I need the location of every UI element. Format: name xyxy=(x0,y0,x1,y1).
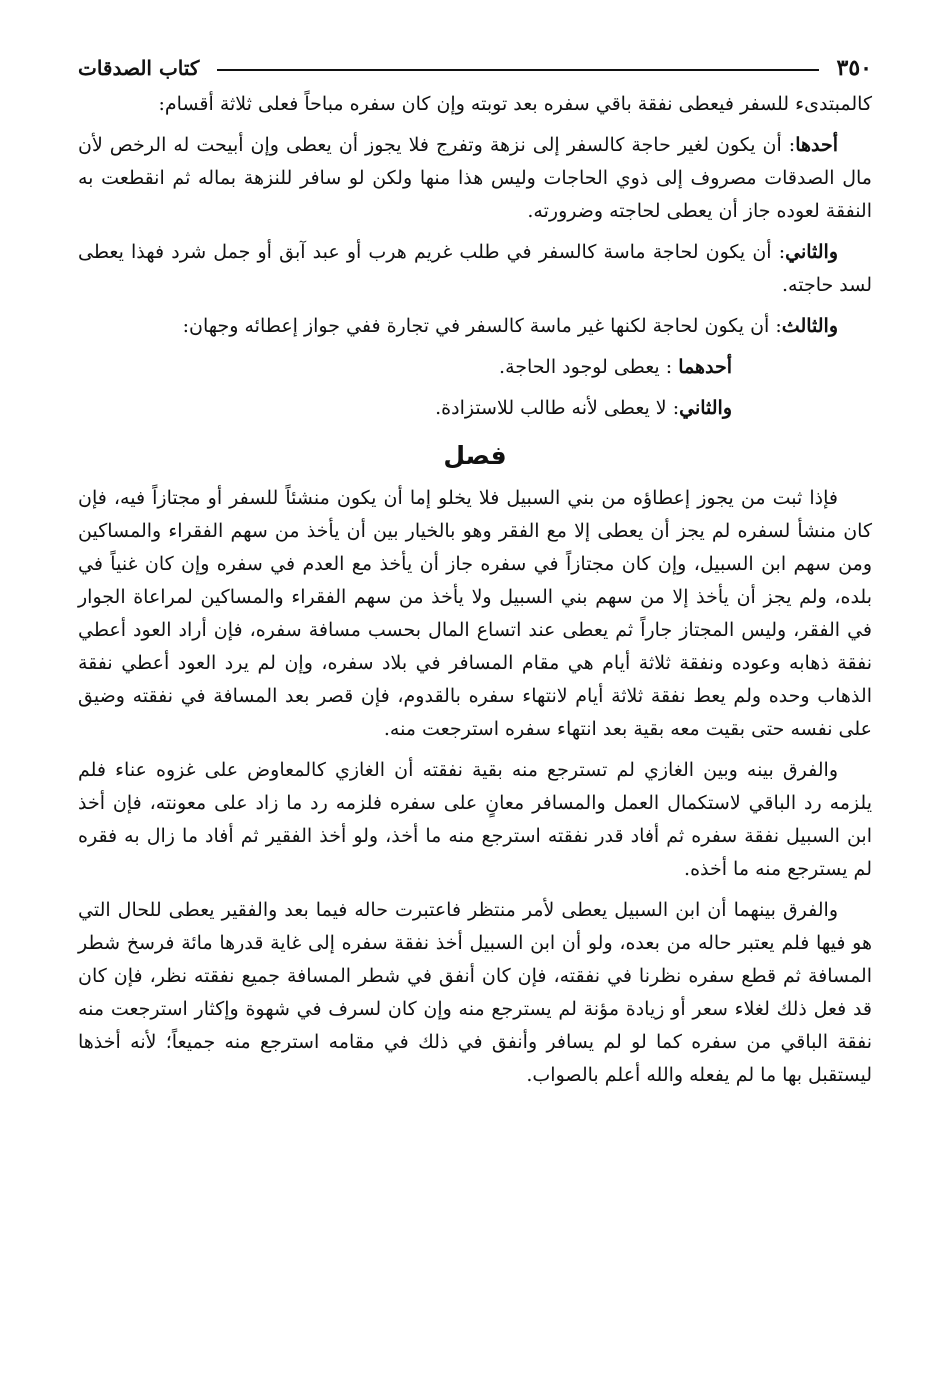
subcase-separator: : xyxy=(666,397,680,419)
subcase-text: لا يعطى لأنه طالب للاستزادة. xyxy=(435,397,667,419)
page-header xyxy=(78,50,872,86)
case-paragraph xyxy=(78,310,872,343)
page-content xyxy=(78,88,872,1092)
intro-paragraph: كالمبتدىء للسفر فيعطى نفقة باقي سفره بعد توبته وإن كان سفره مباحاً فعلى ثلاثة أقسام: xyxy=(158,93,872,115)
page-number: ٣٥٠ xyxy=(836,55,872,81)
subcase-paragraph xyxy=(78,392,872,425)
subcase-paragraph xyxy=(78,351,872,384)
body-paragraph: فإذا ثبت من يجوز إعطاؤه من بني السبيل فلا يخلو إما أن يكون منشئاً للسفر أو مجتازاً فيه، فإن كان منشأ لسفره لم يجز أن يعطى إلا مع الفقر وهو بالخيار بين أن يأخذ من سهم الفقراء والمساكين ومن سهم ابن السبيل، وإن كان مجتازاً في سفره جاز أن يأخذ مع العدم في سفره وإن كان غنياً في بلده، ولم يجز أن يأخذ إلا من سهم بني السبيل ولا يأخذ من سهم الفقراء والمساكين لمراعاة الجوار في الفقر، وليس المجتاز جاراً ثم يعطى عند اتساع المال بحسب مسافة سفره، فإن أراد العود أعطي نفقة ذهابه وعوده ونفقة ثلاثة أيام هي مقام المسافر في بلاد سفره، وإن لم يرد العود أعطي نفقة الذهاب وحده ولم يعط نفقة ثلاثة أيام لانتهاء سفره بالقدوم، فإن قصر بعد المسافة في نفقته وضيق على نفسه حتى بقيت معه بقية بعد انتهاء سفره استرجعت منه. xyxy=(78,487,872,740)
section-title: فصل xyxy=(443,441,507,470)
case-text: أن يكون لحاجة لكنها غير ماسة كالسفر في تجارة ففي جواز إعطائه وجهان: xyxy=(182,315,770,337)
case-paragraph xyxy=(78,129,872,228)
header-rule xyxy=(217,69,818,71)
subcase-lead: والثاني xyxy=(679,397,732,419)
case-separator: : xyxy=(769,315,782,337)
body-paragraph: والفرق بينه وبين الغازي لم تسترجع منه بقية نفقته أن الغازي كالمعاوض على غزوه عناء فلم يلزمه رد الباقي لاستكمال العمل والمسافر معانٍ على سفره فلزمه رد ما زاد على معونته، فإن أخذ ابن السبيل نفقة سفره ثم أفاد قدر نفقته استرجع منه ما أخذ، ولو أخذ الفقير ثم أفاد ما زال به فقره لم يسترجع منه ما أخذه. xyxy=(78,759,872,880)
body-paragraph: والفرق بينهما أن ابن السبيل يعطى لأمر منتظر فاعتبرت حاله فيما بعد والفقير يعطى للحال التي هو فيها فلم يعتبر حاله من بعده، ولو أن ابن السبيل أخذ نفقة سفره إلى غاية قدرها مائة فرسخ شطر المسافة ثم قطع سفره نظرنا في نفقته، فإن كان أنفق في شطر المسافة جميع نفقته نظر، فإن كان قد فعل ذلك لغلاء سعر أو زيادة مؤنة لم يسترجع منه وإن كان لسرف في شهوة وإكثار استرجعت منه نفقة الباقي من سفره كما لو لم يسافر وأنفق في ذلك في مقامه استرجع منه جميعاً؛ لأنه أخذها ليستقبل بها ما لم يفعله والله أعلم بالصواب. xyxy=(78,899,872,1086)
case-text: أن يكون لحاجة ماسة كالسفر في طلب غريم هرب أو عبد آبق أو جمل شرد فهذا يعطى لسد حاجته. xyxy=(78,241,872,296)
case-separator: : xyxy=(781,134,796,156)
subcase-text: يعطى لوجود الحاجة. xyxy=(499,356,660,378)
book-title: كتاب الصدقات xyxy=(78,56,200,80)
subcase-lead: أحدهما xyxy=(678,356,732,378)
case-separator: : xyxy=(771,241,786,263)
case-paragraph xyxy=(78,236,872,302)
case-lead: أحدها xyxy=(795,134,838,156)
case-text: أن يكون لغير حاجة كالسفر إلى نزهة وتفرج فلا يجوز أن يعطى وإن أبيحت له الرخص لأن مال الصدقات مصروف إلى ذوي الحاجات وليس هذا منها ولكن لو سافر للنزهة بماله ثم انقطعت به النفقة لعوده جاز أن يعطى لحاجته وضرورته. xyxy=(78,134,872,222)
subcase-separator: : xyxy=(659,356,679,378)
case-lead: والثالث xyxy=(781,315,838,337)
case-lead: والثاني xyxy=(785,241,838,263)
